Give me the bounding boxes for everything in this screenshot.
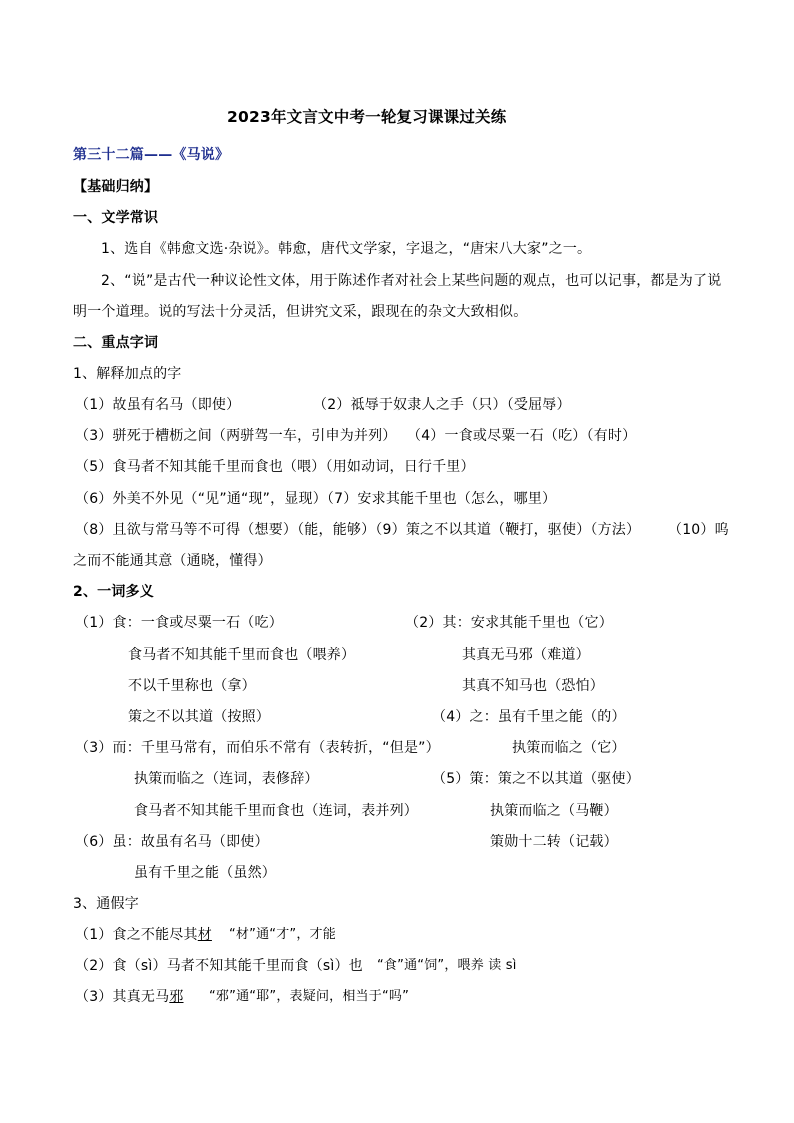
polysemy-left-8: （6）虽：故虽有名马（即使）	[75, 834, 269, 850]
explain-item-3: （3）骈死于槽枥之间（两骈驾一车，引申为并列）	[75, 428, 397, 444]
literature-note-2-line2: 明一个道理。说的写法十分灵活，但讲究文采，跟现在的杂文大致相似。	[73, 304, 528, 320]
tongjia-item-1	[75, 926, 212, 944]
sub-heading-tongjia: 3、通假字	[73, 896, 139, 912]
polysemy-left-2: 食马者不知其能千里而食也（喂养）	[128, 647, 356, 663]
polysemy-left-1: （1）食：一食或尽粟一石（吃）	[75, 615, 283, 631]
literature-note-2-line1: 2、“说”是古代一种议论性文体，用于陈述作者对社会上某些问题的观点，也可以记事，都是为了说	[101, 273, 722, 289]
polysemy-left-4: 策之不以其道（按照）	[128, 709, 270, 725]
polysemy-right-1: （2）其：安求其能千里也（它）	[405, 615, 613, 631]
tongjia-1-text: （1）食之不能尽其	[75, 927, 198, 943]
section-basic-heading: 【基础归纳】	[73, 179, 159, 195]
tongjia-2-note: “食”通“饲”，喂养 读 sì	[377, 958, 517, 973]
tongjia-item-2: （2）食（sì）马者不知其能千里而食（sì）也	[75, 958, 363, 974]
explain-item-10-end: 之而不能通其意（通晓，懂得）	[73, 553, 272, 569]
explain-item-4: （4）一食或尽粟一石（吃）（有时）	[407, 428, 637, 444]
tongjia-1-note: “材”通“才”，才能	[229, 927, 336, 942]
tongjia-3-note: “邪”通“耶”，表疑问，相当于“吗”	[209, 989, 410, 1004]
explain-item-6-7: （6）外美不外见（“见”通“现”，显现）（7）安求其能千里也（怎么，哪里）	[75, 491, 557, 507]
polysemy-left-5: （3）而：千里马常有，而伯乐不常有（表转折，“但是”）	[75, 740, 440, 756]
polysemy-right-7: 执策而临之（马鞭）	[490, 803, 618, 819]
polysemy-left-7: 食马者不知其能千里而食也（连词，表并列）	[134, 803, 418, 819]
polysemy-right-4: （4）之：虽有千里之能（的）	[432, 709, 626, 725]
polysemy-left-3: 不以千里称也（拿）	[128, 678, 256, 694]
part2-heading: 二、重点字词	[73, 335, 159, 351]
part1-heading: 一、文学常识	[73, 210, 159, 226]
document-title: 2023年文言文中考一轮复习课课过关练	[227, 108, 507, 126]
polysemy-right-5: 执策而临之（它）	[512, 740, 626, 756]
polysemy-left-9: 虽有千里之能（虽然）	[134, 865, 276, 881]
polysemy-right-6: （5）策：策之不以其道（驱使）	[432, 771, 640, 787]
explain-item-1: （1）故虽有名马（即使）	[75, 397, 241, 413]
tongjia-item-3	[75, 988, 184, 1006]
explain-item-2: （2）祗辱于奴隶人之手（只）（受屈辱）	[313, 397, 571, 413]
explain-item-5: （5）食马者不知其能千里而食也（喂）（用如动词，日行千里）	[75, 459, 475, 475]
tongjia-3-char: 邪	[169, 989, 184, 1005]
chapter-heading: 第三十二篇——《马说》	[73, 147, 230, 163]
literature-note-1: 1、选自《韩愈文选·杂说》。韩愈，唐代文学家，字退之，“唐宋八大家”之一。	[101, 241, 592, 257]
sub-heading-polysemy: 2、一词多义	[73, 584, 154, 600]
explain-item-10-start: （10）呜	[668, 522, 729, 538]
polysemy-right-2: 其真无马邪（难道）	[462, 647, 590, 663]
explain-item-8-9: （8）且欲与常马等不可得（想要）（能，能够）（9）策之不以其道（鞭打，驱使）（方法）	[75, 522, 641, 538]
polysemy-left-6: 执策而临之（连词，表修辞）	[134, 771, 319, 787]
polysemy-right-8: 策勋十二转（记载）	[490, 834, 618, 850]
polysemy-right-3: 其真不知马也（恐怕）	[462, 678, 604, 694]
tongjia-1-char: 材	[197, 927, 212, 943]
tongjia-3-text: （3）其真无马	[75, 989, 170, 1005]
sub-heading-explain: 1、解释加点的字	[73, 366, 182, 382]
